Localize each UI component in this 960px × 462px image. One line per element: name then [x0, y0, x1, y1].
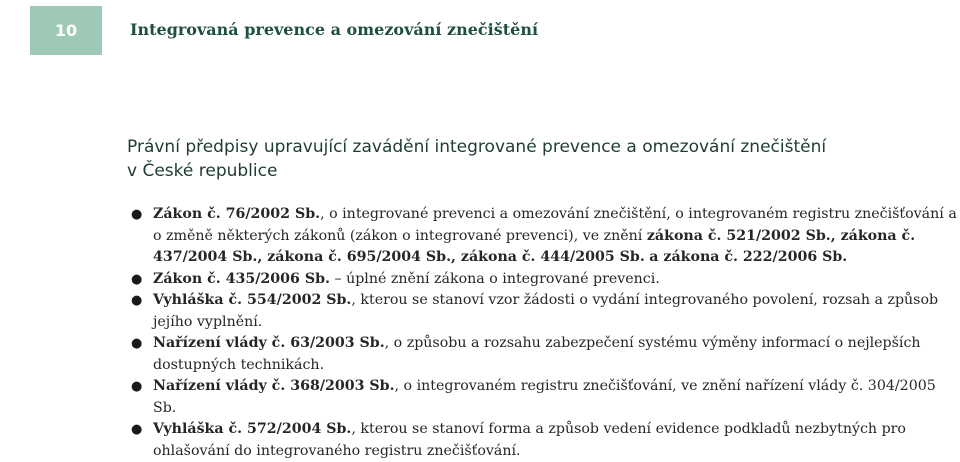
- bullet-icon: ●: [131, 422, 143, 437]
- law-reference: Zákon č. 435/2006 Sb.: [153, 270, 330, 287]
- section-heading: [127, 135, 947, 183]
- law-reference: Zákon č. 76/2002 Sb.: [153, 206, 321, 222]
- list-item: [131, 269, 960, 291]
- bullet-icon: ●: [131, 293, 143, 308]
- item-text: , kterou se stanoví vzor žádosti o vydání integrovaného povolení, rozsah a způsob jejího vyplnění.: [153, 292, 939, 330]
- item-text: , o integrované prevenci a omezování znečištění, o integrovaném registru znečišťování a o změně některých zákonů (zákon o integrované prevenci), ve znění: [153, 206, 957, 244]
- bullet-icon: ●: [131, 207, 143, 222]
- item-text: , o způsobu a rozsahu zabezpečení systému výměny informací o nejlepších dostupných technikách.: [153, 335, 921, 373]
- regulation-reference: Nařízení vlády č. 368/2003 Sb.: [153, 378, 395, 394]
- page-number: 10: [54, 21, 78, 40]
- regulation-reference: Nařízení vlády č. 63/2003 Sb.: [153, 335, 385, 351]
- item-text: – úplné znění zákona o integrované prevenci.: [329, 270, 660, 287]
- list-item: [131, 419, 960, 462]
- decree-reference: Vyhláška č. 554/2002 Sb.: [153, 292, 352, 308]
- section-heading-line-1: Právní předpisy upravující zavádění integrované prevence a omezování znečištění: [127, 137, 827, 157]
- amendment-references: zákona č. 521/2002 Sb., zákona č. 437/2004 Sb., zákona č. 695/2004 Sb., zákona č. 444/2005 Sb.: [153, 227, 916, 265]
- bullet-icon: ●: [131, 271, 143, 287]
- legislation-list: [131, 204, 960, 462]
- amendment-reference-last: a zákona č. 222/2006 Sb.: [649, 249, 848, 265]
- list-item: [131, 376, 960, 419]
- page-number-box: [30, 6, 102, 55]
- list-item: [131, 333, 960, 376]
- bullet-icon: ●: [131, 379, 143, 394]
- item-text: , o integrovaném registru znečišťování, ve znění nařízení vlády č. 304/2005 Sb.: [153, 378, 936, 416]
- bullet-icon: ●: [131, 336, 143, 351]
- item-text: , kterou se stanoví forma a způsob vedení evidence podkladů nezbytných pro ohlašování do integrovaného registru znečišťování.: [153, 421, 906, 459]
- running-header-title: Integrovaná prevence a omezování znečištění: [130, 20, 539, 39]
- decree-reference: Vyhláška č. 572/2004 Sb.: [153, 421, 352, 437]
- section-heading-line-2: v České republice: [127, 161, 278, 181]
- list-item: [131, 204, 960, 269]
- list-item: [131, 290, 960, 333]
